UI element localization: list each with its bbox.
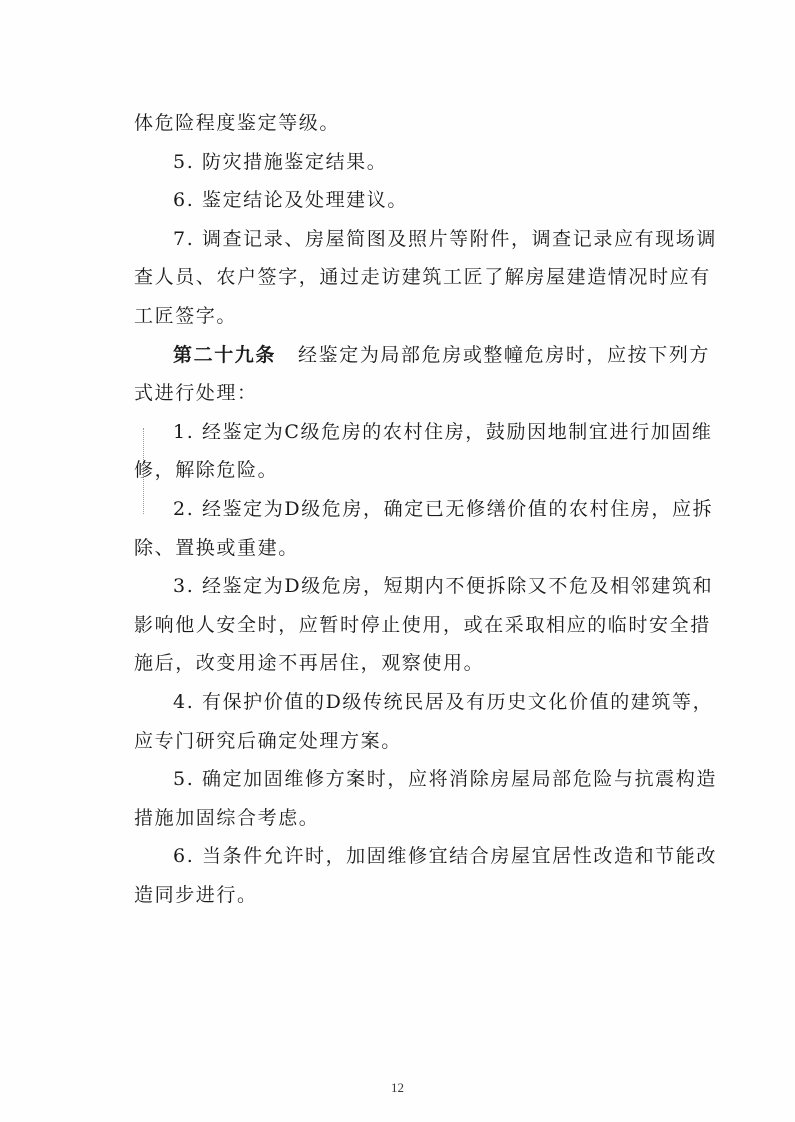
list-item-7: 7. 调查记录、房屋简图及照片等附件，调查记录应有现场调 [173,227,717,250]
paragraph-line: 修，解除危险。 [134,459,279,482]
paragraph-line: 查人员、农户签字，通过走访建筑工匠了解房屋建造情况时应有 [134,266,711,289]
measure-item-1: 1. 经鉴定为C级危房的农村住房，鼓励因地制宜进行加固维 [173,420,713,443]
list-item-6: 6. 鉴定结论及处理建议。 [173,189,408,212]
paragraph-line: 措施加固综合考虑。 [134,806,320,829]
paragraph-line: 施后，改变用途不再居住，观察使用。 [134,652,485,675]
article-29-line [134,336,711,375]
paragraph-line: 式进行处理： [134,382,258,405]
measure-item-5: 5. 确定加固维修方案时，应将消除房屋局部危险与抗震构造 [173,768,717,791]
paragraph-line: 影响他人安全时，应暂时停止使用，或在采取相应的临时安全措 [134,613,711,636]
article-text: 经鉴定为局部危房或整幢危房时，应按下列方 [298,343,711,366]
body-text [134,104,717,914]
list-item-5: 5. 防灾措施鉴定结果。 [173,150,388,173]
paragraph-line: 应专门研究后确定处理方案。 [134,729,402,752]
article-heading: 第二十九条 [173,343,277,366]
paragraph-line: 造同步进行。 [134,883,258,906]
measure-item-2: 2. 经鉴定为D级危房，确定已无修缮价值的农村住房，应拆 [173,497,714,520]
measure-item-3: 3. 经鉴定为D级危房，短期内不便拆除又不危及相邻建筑和 [173,575,714,598]
paragraph-line: 体危险程度鉴定等级。 [134,112,341,134]
paragraph-line: 除、置换或重建。 [134,536,299,559]
measure-item-4: 4. 有保护价值的D级传统民居及有历史文化价值的建筑等， [173,690,714,713]
paragraph-line: 工匠签字。 [134,304,238,327]
measure-item-6: 6. 当条件允许时，加固维修宜结合房屋宜居性改造和节能改 [173,845,717,868]
page-number: 12 [391,1080,404,1095]
